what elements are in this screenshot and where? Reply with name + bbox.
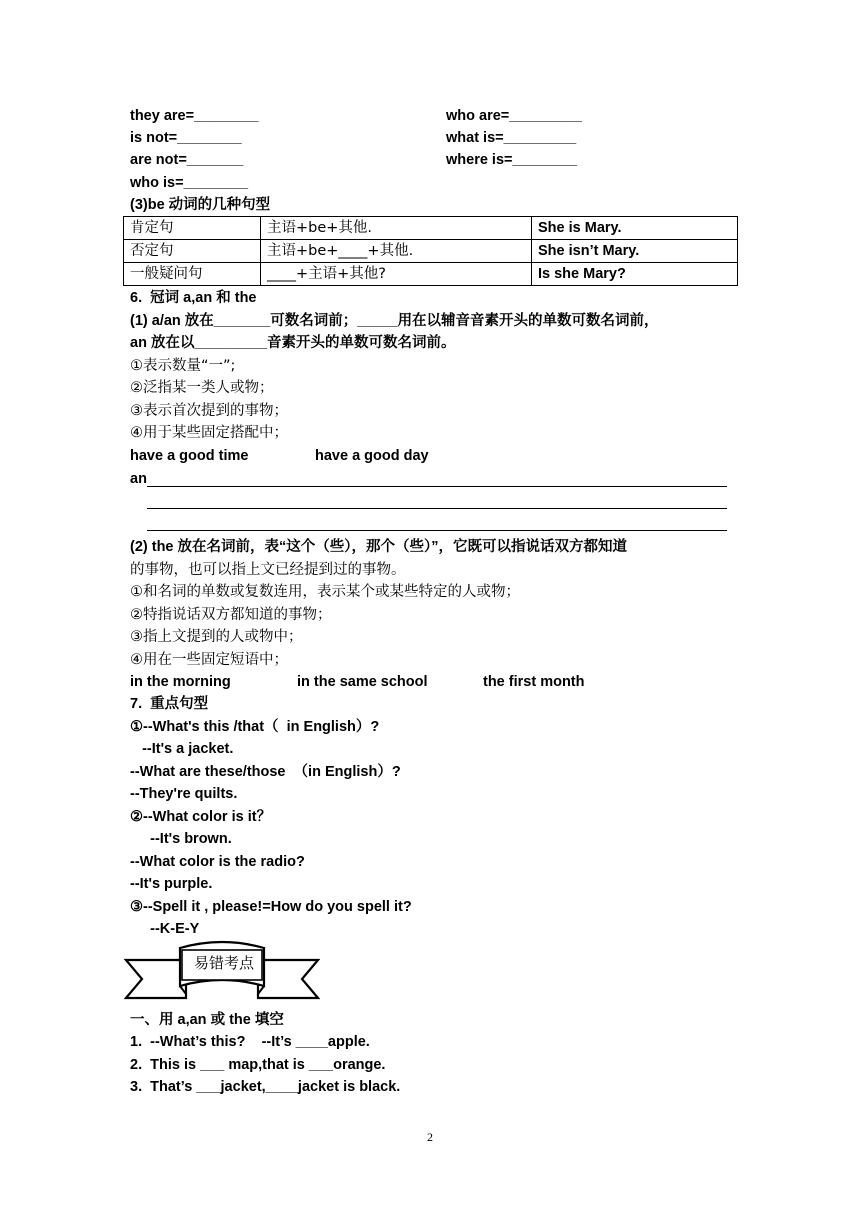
phrase-have-good-time: have a good time bbox=[130, 448, 249, 464]
phrase-the-first-month: the first month bbox=[483, 674, 585, 690]
table-cell: 一般疑问句 bbox=[124, 263, 261, 286]
section6-p1-line2: an 放在以_________音素开头的单数可数名词前。 bbox=[130, 335, 456, 351]
section7-title: 7. 重点句型 bbox=[130, 696, 209, 712]
article-a-use-3: ③表示首次提到的事物； bbox=[130, 403, 288, 419]
table-cell: 肯定句 bbox=[124, 217, 261, 240]
article-a-use-1: ①表示数量“一”; bbox=[130, 358, 236, 374]
table-cell: ____+主语+其他? bbox=[261, 263, 532, 286]
dialogue-line: --K-E-Y bbox=[130, 921, 200, 937]
table-row bbox=[124, 240, 738, 263]
dialogue-line: --It's brown. bbox=[130, 831, 232, 847]
contraction-they-are: they are=________ bbox=[130, 108, 259, 124]
answer-rule bbox=[147, 530, 727, 531]
dialogue-line: --They're quilts. bbox=[130, 786, 238, 802]
contraction-who-are: who are=_________ bbox=[446, 108, 582, 124]
table-cell: 主语+be+____+其他. bbox=[261, 240, 532, 263]
table-row bbox=[124, 217, 738, 240]
contraction-what-is: what is=_________ bbox=[446, 130, 577, 146]
table-cell: Is she Mary? bbox=[532, 263, 738, 286]
table-cell: 主语+be+其他. bbox=[261, 217, 532, 240]
answer-rule bbox=[147, 486, 727, 487]
an-label: an bbox=[130, 471, 147, 487]
contraction-is-not: is not=________ bbox=[130, 130, 242, 146]
table-row bbox=[124, 263, 738, 286]
page-number: 2 bbox=[427, 1130, 433, 1144]
dialogue-line: --It's a jacket. bbox=[130, 741, 234, 757]
section6-p2-line1: (2) the 放在名词前，表“这个（些），那个（些）”，它既可以指说话双方都知道 bbox=[130, 539, 628, 555]
article-the-use-1: ①和名词的单数或复数连用，表示某个或某些特定的人或物； bbox=[130, 584, 520, 600]
dialogue-line: ③--Spell it , please!=How do you spell it? bbox=[130, 899, 412, 915]
exercise-item-2: 2. This is ___ map,that is ___orange. bbox=[130, 1057, 386, 1073]
dialogue-line: --What are these/those （in English）? bbox=[130, 764, 401, 780]
phrase-have-good-day: have a good day bbox=[315, 448, 429, 464]
contraction-are-not: are not=_______ bbox=[130, 152, 244, 168]
section6-p2-line2: 的事物，也可以指上文已经提到过的事物。 bbox=[130, 562, 406, 578]
article-the-use-3: ③指上文提到的人或物中； bbox=[130, 629, 303, 645]
exercise-item-1: 1. --What’s this? --It’s ____apple. bbox=[130, 1034, 370, 1050]
contraction-who-is: who is=________ bbox=[130, 175, 249, 191]
dialogue-line: --What color is the radio? bbox=[130, 854, 305, 870]
answer-rule bbox=[147, 508, 727, 509]
section6-p1-line1: (1) a/an 放在_______可数名词前；_____用在以辅音音素开头的单数可数名词前， bbox=[130, 313, 659, 329]
table-cell: She is Mary. bbox=[532, 217, 738, 240]
be-heading: (3)be 动词的几种句型 bbox=[130, 197, 271, 213]
banner-label: 易错考点 bbox=[193, 954, 254, 972]
section6-title: 6. 冠词 a,an 和 the bbox=[130, 290, 257, 306]
table-cell: She isn’t Mary. bbox=[532, 240, 738, 263]
be-sentence-table bbox=[123, 216, 738, 286]
article-a-use-4: ④用于某些固定搭配中； bbox=[130, 425, 288, 441]
phrase-in-the-same-school: in the same school bbox=[297, 674, 428, 690]
dialogue-line: ①--What's this /that（ in English）? bbox=[130, 719, 380, 735]
article-a-use-2: ②泛指某一类人或物； bbox=[130, 380, 274, 396]
contraction-where-is: where is=________ bbox=[446, 152, 578, 168]
phrase-in-the-morning: in the morning bbox=[130, 674, 231, 690]
table-cell: 否定句 bbox=[124, 240, 261, 263]
exercise-item-3: 3. That’s ___jacket,____jacket is black. bbox=[130, 1079, 401, 1095]
dialogue-line: ②--What color is it？ bbox=[130, 809, 272, 825]
article-the-use-2: ②特指说话双方都知道的事物； bbox=[130, 607, 332, 623]
article-the-use-4: ④用在一些固定短语中； bbox=[130, 652, 288, 668]
dialogue-line: --It's purple. bbox=[130, 876, 213, 892]
exercise-heading: 一、用 a,an 或 the 填空 bbox=[130, 1012, 284, 1028]
